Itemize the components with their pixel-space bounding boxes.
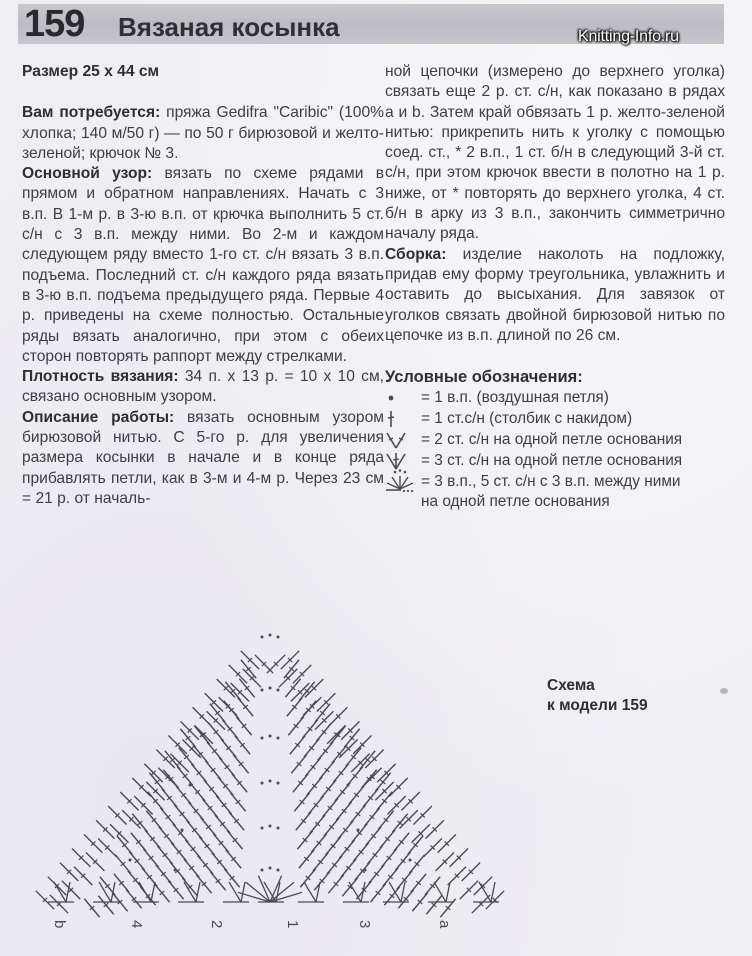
model-number: 159 [24,3,85,45]
v-stitch-arm [151,882,155,902]
chain-dot [261,636,264,639]
chain-dot [174,869,177,872]
ink-smudge [720,688,728,694]
caption-line-2: к модели 159 [547,697,648,714]
assembly-label: Сборка: [385,245,447,263]
chain-dot [261,737,264,740]
v-stitch-arm [434,882,446,902]
v-stitch-arm [241,882,245,902]
row-label: a [436,920,453,929]
legend [385,387,725,513]
chain-dot [364,869,367,872]
chain-dot [269,780,272,783]
v-stitch-arm [479,882,491,902]
chain-dot [269,735,272,738]
row-label: 3 [356,920,373,929]
chain-dot [277,869,280,872]
chain-dot [409,859,412,862]
page-title: Вязаная косынка [118,12,340,42]
v-stitch-arm [304,882,316,902]
pattern-paragraph [22,164,384,367]
chain-dot [261,827,264,830]
double-crochet-icon [385,408,421,429]
row-label: b [51,920,68,929]
legend-title: Условные обозначения: [385,368,583,387]
chain-dot [277,737,280,740]
chain-dot [277,689,280,692]
gauge-paragraph [22,367,384,408]
legend-item [385,408,725,429]
materials-paragraph [22,103,384,164]
v-stitch-arm [349,882,361,902]
chain-dot [181,829,184,832]
work-label: Описание работы: [22,408,175,426]
chain-dot [189,784,192,787]
diagram-caption [547,676,648,716]
legend-text: = 3 ст. с/н на одной петле основания [421,451,683,469]
materials-label: Вам потребуется: [22,104,161,122]
gauge-label: Плотность вязания: [22,368,179,386]
legend-item [385,387,725,408]
chain-dot [277,782,280,785]
v-stitch-arm [196,882,200,902]
work-continued-paragraph: ной цепочки (измерено до верхнего уголка) связать еще 2 р. ст. с/н, как показано в рядах a и b. Затем край обвязать 1 р. желто-зеленой нитью: прикрепить нить к уголку с помощью соед. ст., * 2 в.п., 1 ст. б/н в следующий 3-й ст. с/н, при этом крючок ввести в полотно на 1 р. ниже, от * повторять до верхнего уголка, 4 ст. б/н в арку из 3 в.п., закончить симметрично началу ряда. [385,63,725,243]
pattern-label: Основной узор: [22,165,153,183]
caption-line-1: Схема [547,677,595,694]
materials-text: пряжа Gedifra "Caribic" (100% хлопка; 140 м/50 г) — по 50 г бирюзовой и желто-зеленой; крючок № 3. [22,104,384,162]
fan-shell-icon [385,471,421,492]
chain-dot [261,689,264,692]
chain-dot [261,869,264,872]
chain-dot [269,687,272,690]
chain-dot [357,829,360,832]
work-paragraph [22,408,384,509]
legend-item [385,429,725,450]
pattern-text: вязать по схеме рядами в прямом и обратном направлениях. Начать с 3 в.п. В 1-м р. в 3-ю в.п. от крючка выполнить 5 ст. с/н с 3 в.п. между ними. Во 2-м и каждом следующем ряду вместо 1-го ст. с/н вязать 3 в.п. подъема. Последний ст. с/н каждого ряда вязать в 3-ю в.п. подъема предыдущего ряда. Первые 4 р. приведены на схеме полностью. Остальные ряды вязать аналогично, при этом с обеих сторон повторять раппорт между стрелками. [22,165,384,365]
chain-dot [269,867,272,870]
two-dc-same-base-icon [385,429,421,450]
chain-dot [269,634,272,637]
legend-text: = 1 ст.с/н (столбик с накидом) [421,409,633,427]
work-text: вязать основным узором бирюзовой нитью. С 5-го р. для увеличения размера косынки в начале и в конце ряда прибавлять петли, как в 3-м и 4-м р. Через 23 см = 21 р. от началь- [22,408,384,507]
v-stitch-arm [229,882,241,902]
v-stitch-arm [139,882,151,902]
assembly-paragraph [385,245,725,346]
legend-item [385,450,725,471]
chain-dot [347,784,350,787]
gauge-text: 34 п. х 13 р. = 10 х 10 см, связано основным узором. [22,368,384,406]
chain-dot [129,859,132,862]
left-column [22,62,384,509]
chain-dot [277,827,280,830]
legend-item [385,471,725,492]
v-stitch-arm [54,882,66,902]
legend-text: = 3 в.п., 5 ст. с/н с 3 в.п. между ними [421,472,681,490]
legend-text: = 2 ст. с/н на одной петле основания [421,430,683,448]
chain-stitch-dot-icon [385,387,421,408]
row-label: 4 [128,920,145,929]
chain-dot [277,636,280,639]
legend-text: = 1 в.п. (воздушная петля) [421,388,609,406]
site-watermark: Knitting-Info.ru [578,28,679,45]
assembly-text: изделие наколоть на подложку, придав ему форму треугольника, увлажнить и оставить до высыхания. Для завязок от уголков связать двойной бирюзовой нитью по цепочке из в.п. длиной по 26 см. [385,245,725,344]
v-stitch-arm [389,882,401,902]
chain-dot [269,825,272,828]
crochet-diagram [30,620,510,956]
row-label: 1 [284,920,301,929]
chain-dot [261,782,264,785]
v-stitch-arm [401,882,405,902]
row-label: 2 [208,920,225,929]
size-line: Размер 25 х 44 см [22,63,160,80]
legend-text-continuation: на одной петле основания [421,493,610,511]
right-column [385,62,725,513]
